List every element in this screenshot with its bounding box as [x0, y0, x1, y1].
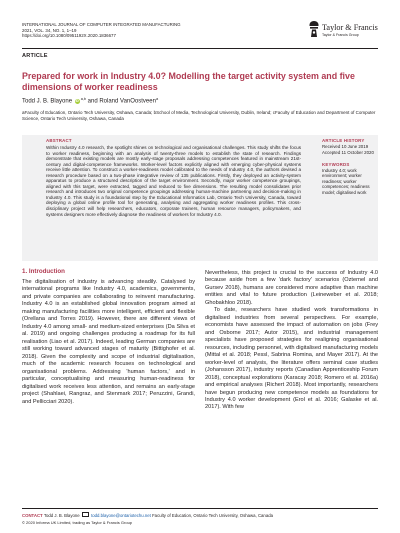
contact-label: CONTACT — [22, 512, 43, 518]
abstract-panel — [22, 135, 378, 261]
contact-affiliation: Faculty of Education, Ontario Tech University, Oshawa, Canada — [152, 512, 273, 518]
author-line — [22, 97, 158, 105]
keywords-list: Industry 4.0; work environment; worker readiness; worker competences; readiness model; digitalised work — [322, 168, 370, 195]
intro-paragraph-continued: Nevertheless, this project is crucial to the success of Industry 4.0 because aside from a few 'dark factory' scenarios (Ozternel and Gursev 2018), humans are considered more adaptive than machine entities and vital to future production (Leineweber et al. 2018; Ghobakhloo 2018). — [205, 270, 378, 306]
author-2-affiliation-marks: a — [155, 97, 159, 101]
volume-line: 2021, VOL. 34, NO. 1, 1–19 — [22, 27, 77, 33]
affiliations: aFaculty of Education, Ontario Tech University, Oshawa, Canada; bSchool of Media, Technological University, Dublin, Ireland; cFaculty of Education and Department of Computer Science, Ontario Tech University, Oshawa, Canada — [22, 110, 376, 121]
article-history-heading: ARTICLE HISTORY — [322, 138, 365, 143]
orcid-icon[interactable]: iD — [75, 98, 79, 103]
keywords-heading: KEYWORDS — [322, 162, 350, 167]
body-column-left — [22, 279, 195, 406]
abstract-heading: ABSTRACT — [46, 138, 72, 143]
publisher-logo-name: Taylor & Francis — [322, 23, 378, 32]
journal-header — [22, 22, 242, 39]
author-1-name[interactable]: Todd J. B. Blayone — [22, 98, 73, 105]
abstract-text: Within Industry 4.0 research, the spotlight shines on technological and organisational challenges. This study shifts the focus to worker readiness, beginning with an analysis of twenty-three models to establish the state of research. Findings demonstrate that existing models are mostly early-stage proposals addressing competences featured in mainstream 21st-century and digital-competence frameworks. Worker-level factors explicitly aligned with emerging cyber-physical systems receive little attention. To construct a worker-readiness model calibrated to the needs of Industry 4.0, the authors devised a research procedure based on a two-phase integrative review of 135 publications. Firstly, they deployed an activity-system apparatus to produce a structured description of the target environment. Secondly, major worker competence groupings, aligned with this target, were extracted, tagged and reduced to five dimensions. The resulting model consolidates prior research and introduces two original competence groupings addressing human-machine partnering and decision-making in Industry 4.0. This study is a foundational step by the Educational Informatics Lab, Ontario Tech University, Canada, toward deploying a global online profile tool for generating, analysing and aggregating worker readiness profiles. This cross-disciplinary project will help researchers, educators, corporate trainers, human resource managers, policymakers, and systems designers more effectively diagnose the readiness of workers for Industry 4.0. — [46, 145, 301, 217]
contact-line — [22, 512, 378, 518]
intro-paragraph-1: The digitalisation of industry is advancing steadily. Catalysed by international programs like Industry 4.0, academics, governments, and private companies are collaborating to reinvent manufacturing. Industry 4.0 is an established global innovation program aimed at making manufacturing facilities more intelligent, efficient and flexible (Orellana and Torres 2019). However, there are different views of Industry 4.0 among small- and medium-sized enterprises (Da Silva et al. 2019) and ongoing challenges producing a roadmap for its full realisation (Liao et al. 2017). Indeed, leading German companies are still working toward advanced stages of maturity (Bittighofer et al. 2018). Given the complexity and scope of industrial digitalisation, much of the academic research focuses on technological and organisational problems. Addressing 'human factors,' and in particular, conceptualising and measuring human-readiness for digitalised work receives less attention, and remains an early-stage project (Shahlaei, Rangraz, and Stenmark 2017; Peruzzini, Grandi, and Pellicciari 2020). — [22, 279, 195, 405]
contact-name: Todd J. B. Blayone — [43, 512, 80, 518]
envelope-icon — [82, 512, 89, 517]
contact-email-link[interactable]: todd.blayone@ontariotechu.net — [91, 512, 151, 518]
publisher-logo[interactable] — [308, 20, 380, 42]
footer-divider — [22, 508, 378, 509]
publisher-logo-subtitle: Taylor & Francis Group — [322, 32, 359, 37]
journal-name: INTERNATIONAL JOURNAL OF COMPUTER INTEGRATED MANUFACTURING — [22, 22, 181, 27]
section-heading-introduction: 1. Introduction — [22, 268, 65, 275]
copyright-line: © 2020 Informa UK Limited, trading as Taylor & Francis Group — [22, 520, 133, 525]
header-divider — [22, 48, 378, 49]
body-column-right — [205, 270, 378, 412]
publisher-logo-icon — [308, 20, 320, 38]
received-date: Received 10 June 2019 — [322, 144, 369, 149]
doi-link[interactable]: https://doi.org/10.1080/0951192X.2020.1836677 — [22, 33, 116, 39]
author-2-name[interactable]: Roland VanOostveen — [99, 98, 156, 105]
intro-paragraph-2: To date, researchers have studied work transformations in digitalised industries from several perspectives. For example, economists have assessed the impact of automation on jobs (Frey and Osborne 2017; Autor 2015), and industrial management specialists have proposed strategies for realigning organisational resources, including personnel, with digitalised manufacturing models (Mittal et al. 2018; Pessl, Sabrina Romina, and Mayer 2017). At the worker-level of analysis, the literature offers seminal case studies (Johansson 2017), industry reports (Canadian Apprenticeship Forum 2018), conceptual explorations (Karacay 2018; Romero et al. 2016a) and empirical analyses (Richert 2018). Most importantly, researchers have begun producing new competence models as foundations for Industry 4.0 worker development (Erol et al. 2016; Galaske et al. 2017). With few — [205, 307, 378, 411]
author-separator: and — [87, 98, 98, 105]
article-type-label: ARTICLE — [22, 53, 48, 59]
article-title: Prepared for work in Industry 4.0? Modelling the target activity system and five dimensions of worker readiness — [22, 71, 355, 92]
author-1-affiliation-marks: a,b — [80, 97, 86, 101]
accepted-date: Accepted 11 October 2020 — [322, 149, 374, 155]
